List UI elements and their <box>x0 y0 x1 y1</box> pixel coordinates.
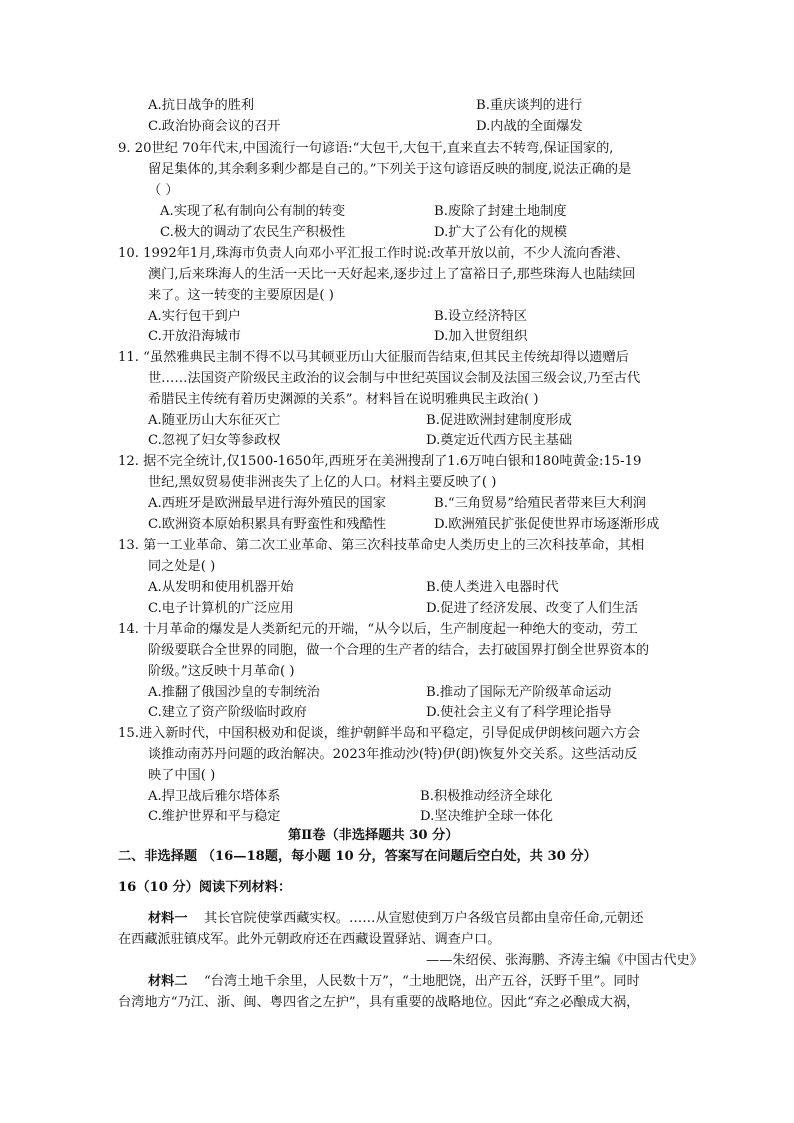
q10-option-a: A.实行包干到户 <box>148 309 241 324</box>
q9-option-a: A.实现了私有制向公有制的转变 <box>160 204 346 219</box>
q11-stem-line-2: 世……法国资产阶级民主政治的议会制与中世纪英国议会制及法国三级会议,乃至古代 <box>148 371 641 386</box>
q16-material-2-line-2: 台湾地方“乃江、浙、闽、粤四省之左护”，具有重要的战略地位。因此“弃之必酿成大祸， <box>118 995 640 1010</box>
q11-option-c: C.忽视了妇女等参政权 <box>148 433 281 448</box>
q9-option-b: B.废除了封建土地制度 <box>434 204 567 219</box>
q16-material-2-label: 材料二 <box>148 974 188 989</box>
part2-title: 第Ⅱ卷（非选择题共 30 分） <box>288 828 459 843</box>
q14-option-a: A.推翻了俄国沙皇的专制统治 <box>148 685 320 700</box>
q15-option-d: D.坚决维护全球一体化 <box>420 809 553 824</box>
q15-option-c: C.维护世界和平与稳定 <box>148 809 281 824</box>
q11-option-b: B.促进欧洲封建制度形成 <box>426 413 572 428</box>
q15-stem-line-3: 映了中国( ) <box>148 768 216 783</box>
section-heading: 二、非选择题 （16—18题，每小题 10 分，答案写在问题后空白处，共 30 分） <box>118 849 597 864</box>
q14-stem-line-1: 14. 十月革命的爆发是人类新纪元的开端，“从今以后，生产制度起一种绝大的变动，劳工 <box>118 622 638 637</box>
q10-stem-line-1: 10. 1992年1月,珠海市负责人向邓小平汇报工作时说:改革开放以前，不少人流向香港、 <box>118 246 629 261</box>
q11-option-d: D.奠定近代西方民主基础 <box>426 433 573 448</box>
q11-stem-line-1: 11. “虽然雅典民主制不得不以马其顿亚历山大征服而告结束,但其民主传统却得以遗赠后 <box>118 350 629 365</box>
q12-option-c: C.欧洲资本原始积累具有野蛮性和残酷性 <box>148 517 386 532</box>
q9-option-d: D.扩大了公有化的规模 <box>434 225 567 240</box>
q13-option-d: D.促进了经济发展、改变了人们生活 <box>426 601 639 616</box>
q16-material-1-line-1: 其长官院使掌西藏实权。……从宣慰使到万户各级官员都由皇帝任命,元朝还 <box>204 911 644 926</box>
q12-stem-line-1: 12. 据不完全统计,仅1500-1650年,西班牙在美洲搜刮了1.6万吨白银和180吨黄金:15-19 <box>118 454 642 469</box>
q11-option-a: A.随亚历山大东征灭亡 <box>148 413 281 428</box>
q9-stem-line-2: 留足集体的,其余剩多剩少都是自己的。”下列关于这句谚语反映的制度,说法正确的是 <box>148 162 632 177</box>
q14-option-b: B.推动了国际无产阶级革命运动 <box>426 685 612 700</box>
q15-stem-line-2: 谈推动南苏丹问题的政治解决。2023年推动沙(特)伊(朗)恢复外交关系。这些活动反 <box>148 747 638 762</box>
q13-stem-line-1: 13. 第一工业革命、第二次工业革命、第三次科技革命史人类历史上的三次科技革命，其相 <box>118 538 645 553</box>
q15-option-a: A.捍卫战后雅尔塔体系 <box>148 789 281 804</box>
q16-material-1-line-2: 在西藏派驻镇戍军。此外元朝政府还在西藏设置驿站、调查户口。 <box>118 932 501 947</box>
q15-stem-line-1: 15.进入新时代，中国积极劝和促谈，维护朝鲜半岛和平稳定，引导促成伊朗核问题六方会 <box>118 726 641 741</box>
q13-option-b: B.使人类进入电器时代 <box>426 580 559 595</box>
q11-stem-line-3: 希腊民主传统有着历史渊源的关系”。材料旨在说明雅典民主政治( ) <box>148 392 539 407</box>
q10-option-c: C.开放沿海城市 <box>148 329 241 344</box>
q10-stem-line-3: 来了。这一转变的主要原因是( ) <box>148 288 334 303</box>
q14-option-c: C.建立了资产阶级临时政府 <box>148 705 307 720</box>
q12-option-a: A.西班牙是欧洲最早进行海外殖民的国家 <box>148 496 386 511</box>
q14-option-d: D.使社会主义有了科学理论指导 <box>426 705 612 720</box>
q9-stem-line-3: （ ） <box>148 183 179 198</box>
q8-option-a: A.抗日战争的胜利 <box>148 98 255 113</box>
q16-material-2-line-1: “台湾土地千余里，人民数十万”，“土地肥饶，出产五谷，沃野千里”。同时 <box>204 974 640 989</box>
q15-option-b: B.积极推动经济全球化 <box>420 789 553 804</box>
q10-option-b: B.设立经济特区 <box>434 309 528 324</box>
q12-stem-line-2: 世纪,黑奴贸易使非洲丧失了上亿的人口。材料主要反映了( ) <box>148 475 497 490</box>
q10-stem-line-2: 澳门,后来珠海人的生活一天比一天好起来,逐步过上了富裕日子,那些珠海人也陆续回 <box>148 267 636 282</box>
q16-material-1-label: 材料一 <box>148 911 188 926</box>
q13-option-c: C.电子计算机的广泛应用 <box>148 601 294 616</box>
q9-option-c: C.极大的调动了农民生产积极性 <box>160 225 346 240</box>
q13-stem-line-2: 同之处是( ) <box>148 559 216 574</box>
q9-stem-line-1: 9. 20世纪 70年代末,中国流行一句谚语:“大包干,大包干,直来直去不转弯,保证国家的, <box>118 141 614 156</box>
q8-option-d: D.内战的全面爆发 <box>476 119 583 134</box>
q8-option-b: B.重庆谈判的进行 <box>476 98 583 113</box>
q14-stem-line-3: 阶级。”这反映十月革命( ) <box>148 664 295 679</box>
q12-option-b: B.“三角贸易”给殖民者带来巨大利润 <box>434 496 646 511</box>
q8-option-c: C.政治协商会议的召开 <box>148 119 281 134</box>
q10-option-d: D.加入世贸组织 <box>434 329 528 344</box>
q14-stem-line-2: 阶级要联合全世界的同胞，做一个合理的生产者的结合，去打破国界打倒全世界资本的 <box>148 643 650 658</box>
q12-option-d: D.欧洲殖民扩张促使世界市场逐渐形成 <box>434 517 660 532</box>
q16-material-1-source: ——朱绍侯、张海鹏、齐涛主编《中国古代史》 <box>426 953 703 968</box>
q16-intro: 16（10 分）阅读下列材料： <box>118 880 292 895</box>
q13-option-a: A.从发明和使用机器开始 <box>148 580 294 595</box>
